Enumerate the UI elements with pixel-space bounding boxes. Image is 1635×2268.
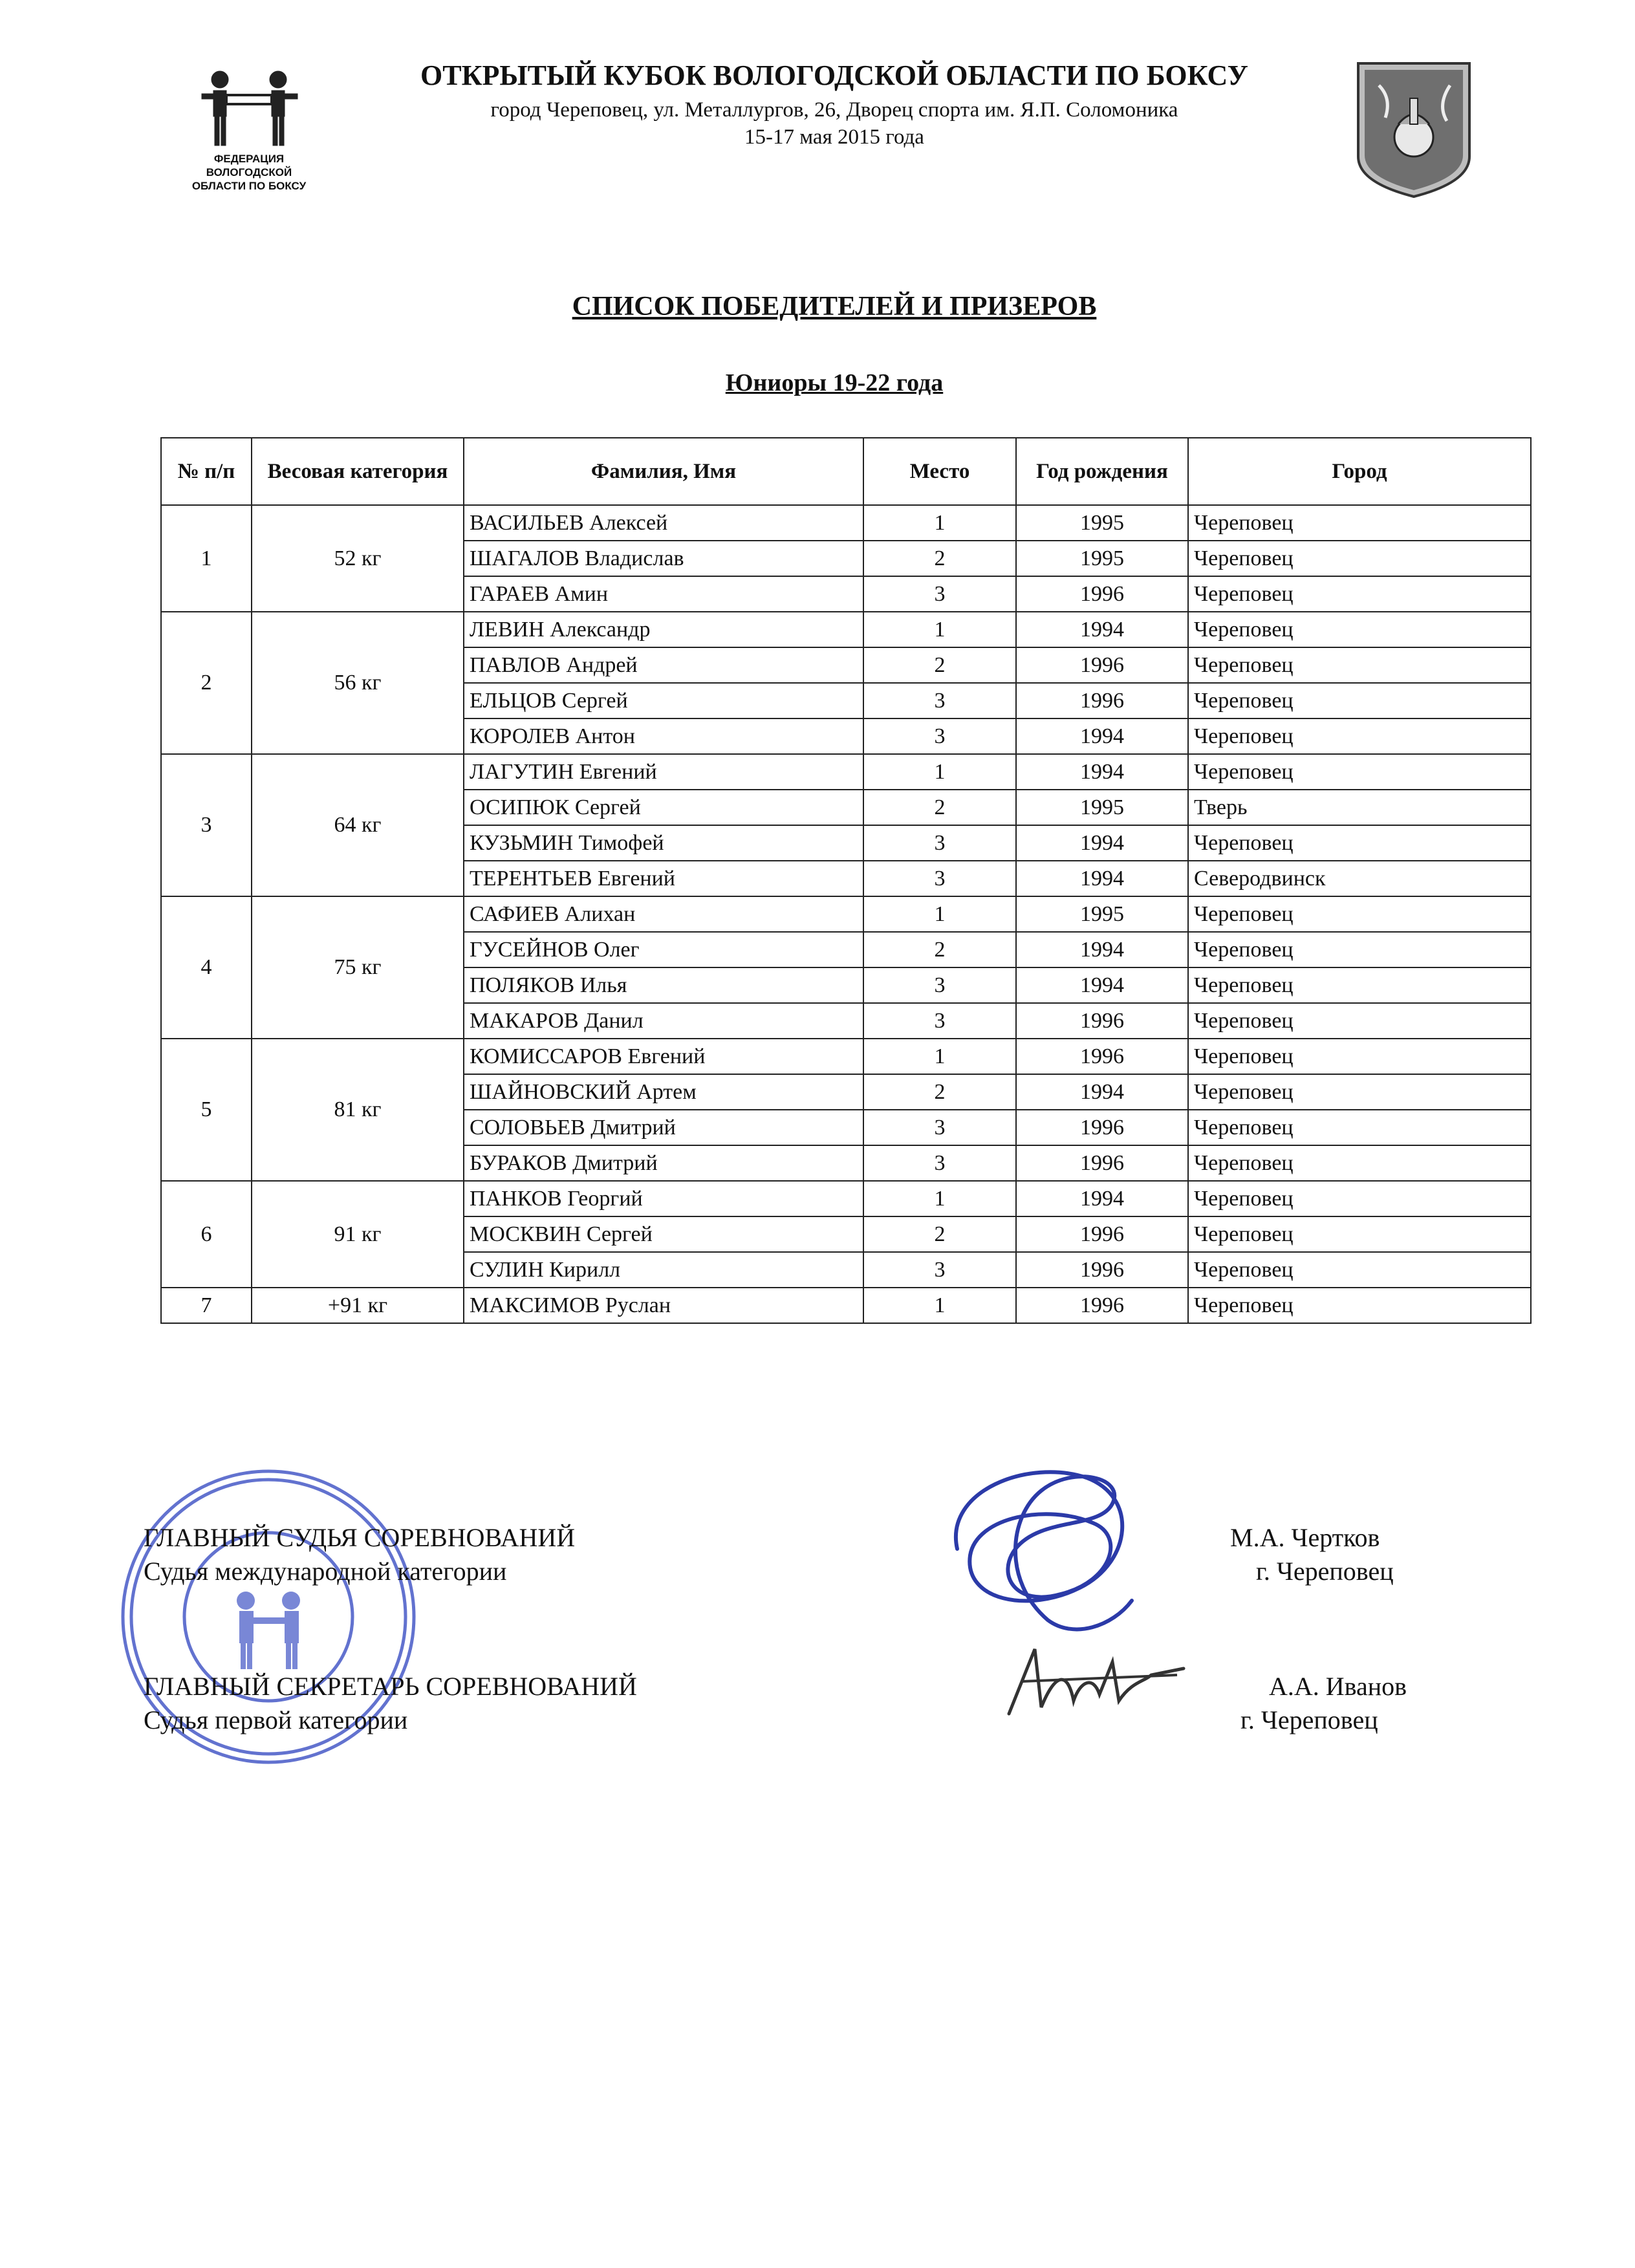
chief-judge-name: М.А. Чертков <box>1230 1523 1380 1552</box>
cell-city: Череповец <box>1188 932 1531 967</box>
cell-number: 4 <box>161 896 252 1039</box>
cell-place: 1 <box>863 1181 1016 1216</box>
chief-judge-signature <box>918 1452 1164 1646</box>
cell-city: Череповец <box>1188 1216 1531 1252</box>
cell-athlete-name: БУРАКОВ Дмитрий <box>464 1145 863 1181</box>
cell-birth-year: 1994 <box>1016 718 1188 754</box>
cell-city: Череповец <box>1188 825 1531 861</box>
cell-city: Череповец <box>1188 647 1531 683</box>
cell-city: Череповец <box>1188 505 1531 541</box>
cell-place: 1 <box>863 1039 1016 1074</box>
chief-judge-title: ГЛАВНЫЙ СУДЬЯ СОРЕВНОВАНИЙ <box>144 1523 576 1552</box>
chief-secretary-city: г. Череповец <box>1240 1705 1378 1734</box>
cell-place: 3 <box>863 1252 1016 1288</box>
cell-athlete-name: КУЗЬМИН Тимофей <box>464 825 863 861</box>
chief-judge-category: Судья международной категории <box>144 1557 507 1586</box>
cell-athlete-name: ЕЛЬЦОВ Сергей <box>464 683 863 718</box>
cell-weight-category: 75 кг <box>252 896 464 1039</box>
chief-secretary-title: ГЛАВНЫЙ СЕКРЕТАРЬ СОРЕВНОВАНИЙ <box>144 1672 637 1701</box>
coat-of-arms-icon <box>1353 59 1475 199</box>
cell-athlete-name: ПАВЛОВ Андрей <box>464 647 863 683</box>
cell-place: 2 <box>863 790 1016 825</box>
cell-city: Северодвинск <box>1188 861 1531 896</box>
age-group-title: Юниоры 19-22 года <box>725 369 944 396</box>
cell-city: Череповец <box>1188 967 1531 1003</box>
cell-birth-year: 1995 <box>1016 896 1188 932</box>
cell-place: 1 <box>863 505 1016 541</box>
cell-weight-category: +91 кг <box>252 1288 464 1323</box>
cell-birth-year: 1995 <box>1016 541 1188 576</box>
cell-city: Череповец <box>1188 576 1531 612</box>
event-title: ОТКРЫТЫЙ КУБОК ВОЛОГОДСКОЙ ОБЛАСТИ ПО БОКСУ <box>420 59 1248 91</box>
cell-athlete-name: ГАРАЕВ Амин <box>464 576 863 612</box>
cell-weight-category: 81 кг <box>252 1039 464 1181</box>
cell-number: 5 <box>161 1039 252 1181</box>
cell-place: 2 <box>863 647 1016 683</box>
cell-athlete-name: ГУСЕЙНОВ Олег <box>464 932 863 967</box>
cell-birth-year: 1996 <box>1016 1216 1188 1252</box>
cell-city: Череповец <box>1188 1110 1531 1145</box>
cell-birth-year: 1996 <box>1016 1110 1188 1145</box>
header-birth-year: Год рождения <box>1016 438 1188 505</box>
cell-place: 1 <box>863 1288 1016 1323</box>
cell-place: 3 <box>863 576 1016 612</box>
cell-city: Череповец <box>1188 612 1531 647</box>
cell-birth-year: 1994 <box>1016 1074 1188 1110</box>
cell-birth-year: 1994 <box>1016 612 1188 647</box>
cell-athlete-name: ЛАГУТИН Евгений <box>464 754 863 790</box>
cell-athlete-name: ЛЕВИН Александр <box>464 612 863 647</box>
cell-athlete-name: ТЕРЕНТЬЕВ Евгений <box>464 861 863 896</box>
cell-place: 3 <box>863 1145 1016 1181</box>
cell-athlete-name: СУЛИН Кирилл <box>464 1252 863 1288</box>
cell-athlete-name: МОСКВИН Сергей <box>464 1216 863 1252</box>
cell-city: Череповец <box>1188 1288 1531 1323</box>
cell-place: 3 <box>863 718 1016 754</box>
cell-city: Череповец <box>1188 1181 1531 1216</box>
cell-athlete-name: ВАСИЛЬЕВ Алексей <box>464 505 863 541</box>
cell-city: Череповец <box>1188 1003 1531 1039</box>
cell-place: 2 <box>863 541 1016 576</box>
cell-city: Череповец <box>1188 1074 1531 1110</box>
event-venue: город Череповец, ул. Металлургов, 26, Дворец спорта им. Я.П. Соломоника <box>490 98 1178 122</box>
cell-place: 3 <box>863 683 1016 718</box>
table-row <box>161 1181 1531 1216</box>
table-row <box>161 1039 1531 1074</box>
cell-place: 2 <box>863 932 1016 967</box>
cell-athlete-name: ШАЙНОВСКИЙ Артем <box>464 1074 863 1110</box>
cell-athlete-name: САФИЕВ Алихан <box>464 896 863 932</box>
chief-judge-city: г. Череповец <box>1256 1557 1394 1586</box>
federation-logo <box>175 61 323 200</box>
cell-place: 2 <box>863 1216 1016 1252</box>
table-row <box>161 505 1531 541</box>
cell-place: 2 <box>863 1074 1016 1110</box>
table-body <box>161 505 1531 1323</box>
chief-secretary-signature <box>996 1636 1190 1733</box>
cell-athlete-name: МАКСИМОВ Руслан <box>464 1288 863 1323</box>
header-place: Место <box>863 438 1016 505</box>
cell-number: 1 <box>161 505 252 612</box>
cell-number: 6 <box>161 1181 252 1288</box>
cell-birth-year: 1996 <box>1016 1003 1188 1039</box>
cell-athlete-name: ПАНКОВ Георгий <box>464 1181 863 1216</box>
federation-logo-caption: ФЕДЕРАЦИЯ ВОЛОГОДСКОЙ ОБЛАСТИ ПО БОКСУ <box>191 153 307 192</box>
cell-birth-year: 1994 <box>1016 825 1188 861</box>
cell-place: 3 <box>863 861 1016 896</box>
cell-place: 1 <box>863 754 1016 790</box>
cell-city: Череповец <box>1188 1145 1531 1181</box>
cell-athlete-name: ШАГАЛОВ Владислав <box>464 541 863 576</box>
cell-number: 3 <box>161 754 252 896</box>
cell-place: 1 <box>863 612 1016 647</box>
cell-birth-year: 1995 <box>1016 505 1188 541</box>
header-weight: Весовая категория <box>252 438 464 505</box>
cell-weight-category: 91 кг <box>252 1181 464 1288</box>
table-row <box>161 896 1531 932</box>
cell-city: Череповец <box>1188 1252 1531 1288</box>
chief-secretary-name: А.А. Иванов <box>1269 1672 1407 1701</box>
cell-birth-year: 1996 <box>1016 1252 1188 1288</box>
cell-place: 1 <box>863 896 1016 932</box>
header-name: Фамилия, Имя <box>464 438 863 505</box>
cell-birth-year: 1996 <box>1016 683 1188 718</box>
cell-number: 7 <box>161 1288 252 1323</box>
cell-athlete-name: ПОЛЯКОВ Илья <box>464 967 863 1003</box>
cell-birth-year: 1996 <box>1016 576 1188 612</box>
cell-city: Череповец <box>1188 754 1531 790</box>
cell-city: Тверь <box>1188 790 1531 825</box>
cell-athlete-name: СОЛОВЬЕВ Дмитрий <box>464 1110 863 1145</box>
cell-city: Череповец <box>1188 541 1531 576</box>
cell-athlete-name: ОСИПЮК Сергей <box>464 790 863 825</box>
cell-number: 2 <box>161 612 252 754</box>
winners-table <box>160 437 1532 1324</box>
cell-birth-year: 1994 <box>1016 932 1188 967</box>
table-row <box>161 1288 1531 1323</box>
cell-birth-year: 1996 <box>1016 647 1188 683</box>
cell-birth-year: 1996 <box>1016 1039 1188 1074</box>
table-row <box>161 754 1531 790</box>
cell-athlete-name: КОМИССАРОВ Евгений <box>464 1039 863 1074</box>
chief-secretary-category: Судья первой категории <box>144 1705 408 1734</box>
cell-birth-year: 1996 <box>1016 1288 1188 1323</box>
cell-birth-year: 1994 <box>1016 754 1188 790</box>
document-title: СПИСОК ПОБЕДИТЕЛЕЙ И ПРИЗЕРОВ <box>572 292 1097 321</box>
cell-city: Череповец <box>1188 683 1531 718</box>
cell-weight-category: 64 кг <box>252 754 464 896</box>
cell-city: Череповец <box>1188 718 1531 754</box>
cell-place: 3 <box>863 1003 1016 1039</box>
cell-place: 3 <box>863 825 1016 861</box>
cell-city: Череповец <box>1188 896 1531 932</box>
cell-birth-year: 1994 <box>1016 967 1188 1003</box>
cell-athlete-name: МАКАРОВ Данил <box>464 1003 863 1039</box>
cell-birth-year: 1994 <box>1016 861 1188 896</box>
event-dates: 15-17 мая 2015 года <box>744 125 924 149</box>
cell-weight-category: 52 кг <box>252 505 464 612</box>
table-header-row <box>161 438 1531 505</box>
cell-birth-year: 1994 <box>1016 1181 1188 1216</box>
cell-birth-year: 1995 <box>1016 790 1188 825</box>
cell-weight-category: 56 кг <box>252 612 464 754</box>
header-number: № п/п <box>161 438 252 505</box>
cell-birth-year: 1996 <box>1016 1145 1188 1181</box>
table-row <box>161 612 1531 647</box>
cell-city: Череповец <box>1188 1039 1531 1074</box>
header-city: Город <box>1188 438 1531 505</box>
cell-athlete-name: КОРОЛЕВ Антон <box>464 718 863 754</box>
boxers-icon <box>175 61 323 152</box>
cell-place: 3 <box>863 1110 1016 1145</box>
cell-place: 3 <box>863 967 1016 1003</box>
